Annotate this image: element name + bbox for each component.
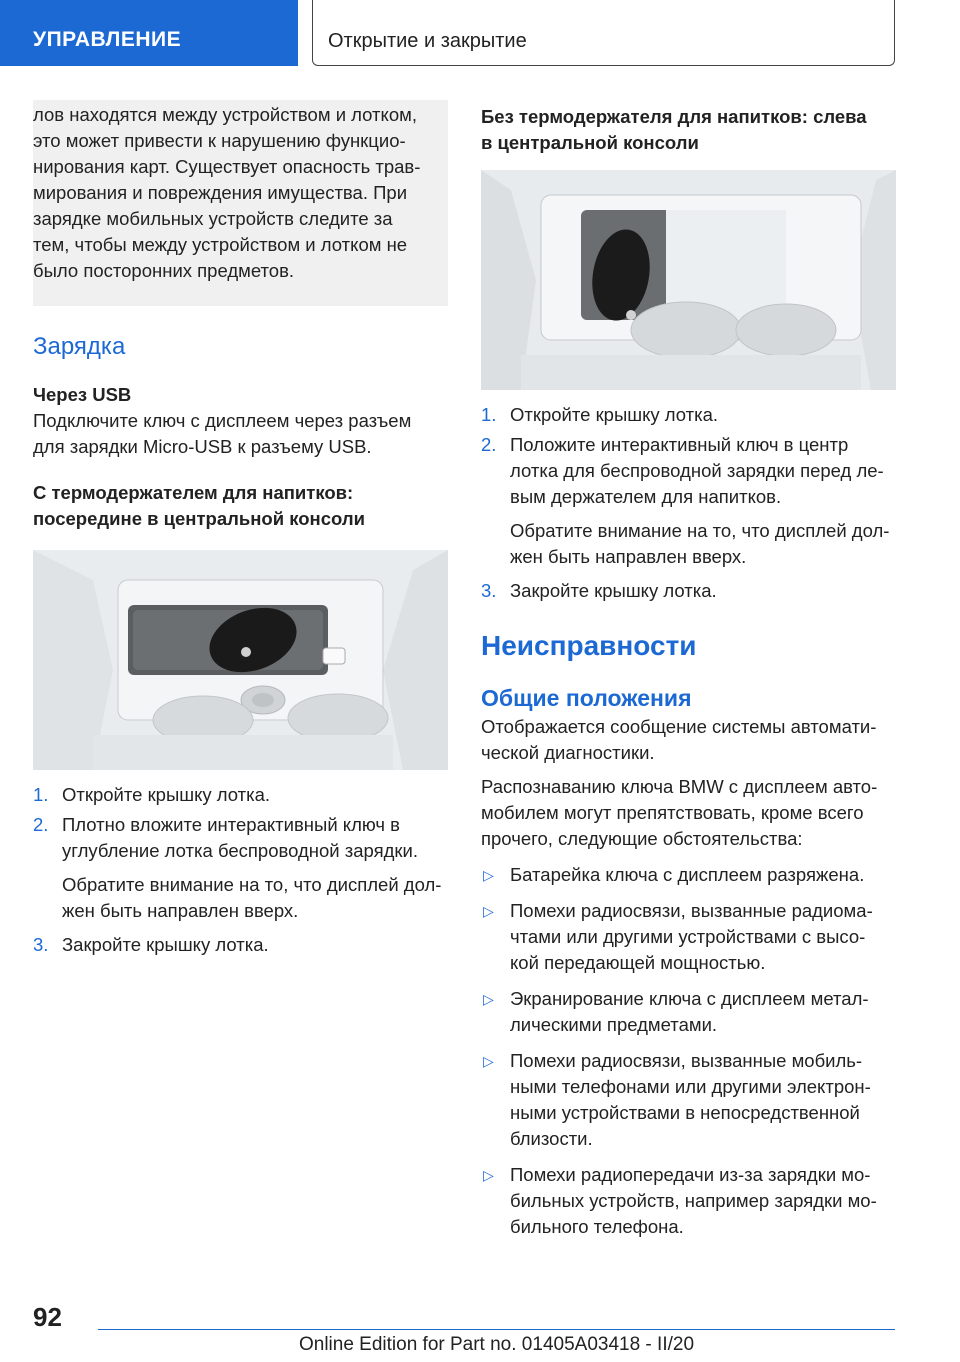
- left-steps: [33, 782, 448, 864]
- step-text: углубление лотка беспроводной зарядки.: [62, 840, 418, 861]
- left-column: [33, 100, 448, 958]
- list-item-line: Помехи радиопередачи из-за зарядки мо-: [510, 1164, 871, 1185]
- list-item-line: бильного телефона.: [510, 1216, 684, 1237]
- triangle-bullet-icon: ▷: [483, 1053, 494, 1069]
- note-line: Обратите внимание на то, что дисплей дол-: [510, 520, 890, 541]
- warning-box: [33, 100, 448, 306]
- warning-line: мирования и повреждения имущества. При: [33, 182, 408, 203]
- usb-text-line: Подключите ключ с дисплеем через разъем: [33, 410, 412, 431]
- list-item-line: лическими предметами.: [510, 1014, 718, 1035]
- note-line: Обратите внимание на то, что дисплей дол-: [62, 874, 442, 895]
- triangle-bullet-icon: ▷: [483, 991, 494, 1007]
- step-item: [33, 782, 448, 808]
- list-item: [481, 862, 896, 888]
- paragraph-line: ческой диагностики.: [481, 742, 655, 763]
- list-item-line: кой передающей мощностью.: [510, 952, 766, 973]
- step-number: 2.: [33, 814, 49, 835]
- cupholder-title-line: С термодержателем для напитков:: [33, 482, 354, 503]
- paragraph-line: Распознаванию ключа BMW с дисплеем авто-: [481, 776, 878, 797]
- right-steps: [481, 402, 896, 510]
- warning-line: зарядке мобильных устройств следите за: [33, 208, 393, 229]
- list-item-line: Экранирование ключа с дисплеем метал-: [510, 988, 869, 1009]
- list-item: [481, 986, 896, 1038]
- console-center-photo: [33, 550, 448, 770]
- paragraph-line: Отображается сообщение системы автомати-: [481, 716, 877, 737]
- list-item-line: Помехи радиосвязи, вызванные радиома-: [510, 900, 873, 921]
- paragraph-line: мобилем могут препятствовать, кроме всего: [481, 802, 864, 823]
- step-text: лотка для беспроводной зарядки перед ле-: [510, 460, 884, 481]
- step-text: Закройте крышку лотка.: [510, 580, 717, 601]
- step-text: Закройте крышку лотка.: [62, 934, 269, 955]
- subheading-general: Общие положения: [481, 685, 692, 711]
- list-item: [481, 1048, 896, 1152]
- warning-line: тем, чтобы между устройством и лотком не: [33, 234, 408, 255]
- warning-line: лов находятся между устройством и лотком,: [33, 104, 417, 125]
- step-number: 1.: [33, 784, 49, 805]
- step-number: 3.: [33, 934, 49, 955]
- list-item-line: ными телефонами или другими электрон-: [510, 1076, 871, 1097]
- list-item: [481, 1162, 896, 1240]
- left-steps-cont: [33, 932, 448, 958]
- right-column: [481, 104, 896, 1240]
- note-line: жен быть направлен вверх.: [510, 546, 747, 567]
- warning-line: это может привести к нарушению функцио-: [33, 130, 406, 151]
- cupholder-title-line: посередине в центральной консоли: [33, 508, 365, 529]
- step-text: вым держателем для напитков.: [510, 486, 782, 507]
- circumstances-list: [481, 862, 896, 1240]
- edition-note: Online Edition for Part no. 01405A03418 - II/20: [298, 1334, 695, 1355]
- right-steps-cont: [481, 578, 896, 604]
- list-item-line: близости.: [510, 1128, 593, 1149]
- step-note: [33, 872, 448, 924]
- step-item: [33, 932, 448, 958]
- note-line: жен быть направлен вверх.: [62, 900, 299, 921]
- list-item-line: чтами или другими устройствами с высо-: [510, 926, 866, 947]
- paragraph: [481, 774, 896, 852]
- page-number: 92: [33, 1302, 62, 1332]
- step-number: 3.: [481, 580, 497, 601]
- step-item: [33, 812, 448, 864]
- no-cupholder-title-line: Без термодержателя для напитков: слева: [481, 106, 867, 127]
- list-item-line: бильных устройств, например зарядки мо-: [510, 1190, 877, 1211]
- step-note: [481, 518, 896, 570]
- step-number: 1.: [481, 404, 497, 425]
- no-cupholder-title-line: в центральной консоли: [481, 132, 699, 153]
- section-heading-malfunctions: Неисправности: [481, 630, 697, 661]
- step-text: Откройте крышку лотка.: [62, 784, 271, 805]
- section-tab: УПРАВЛЕНИЕ: [0, 0, 298, 66]
- console-left-photo: [481, 170, 896, 390]
- usb-title: Через USB: [33, 384, 132, 405]
- warning-line: нирования карт. Существует опасность трав-: [33, 156, 421, 177]
- list-item-line: Помехи радиосвязи, вызванные мобиль-: [510, 1050, 863, 1071]
- step-text: Плотно вложите интерактивный ключ в: [62, 814, 400, 835]
- step-text: Откройте крышку лотка.: [510, 404, 719, 425]
- paragraph-line: прочего, следующие обстоятельства:: [481, 828, 803, 849]
- triangle-bullet-icon: ▷: [483, 903, 494, 919]
- list-item-line: ными устройствами в непосредственной: [510, 1102, 860, 1123]
- warning-line: было посторонних предметов.: [33, 260, 295, 281]
- step-number: 2.: [481, 434, 497, 455]
- list-item-line: Батарейка ключа с дисплеем разряжена.: [510, 864, 865, 885]
- step-item: [481, 402, 896, 428]
- step-item: [481, 578, 896, 604]
- list-item: [481, 898, 896, 976]
- usb-text-line: для зарядки Micro-USB к разъему USB.: [33, 436, 372, 457]
- section-heading-charging: Зарядка: [33, 333, 126, 360]
- chapter-title: Открытие и закрытие: [312, 0, 895, 66]
- step-text: Положите интерактивный ключ в центр: [510, 434, 849, 455]
- paragraph: [481, 714, 896, 766]
- triangle-bullet-icon: ▷: [483, 867, 494, 883]
- triangle-bullet-icon: ▷: [483, 1167, 494, 1183]
- step-item: [481, 432, 896, 510]
